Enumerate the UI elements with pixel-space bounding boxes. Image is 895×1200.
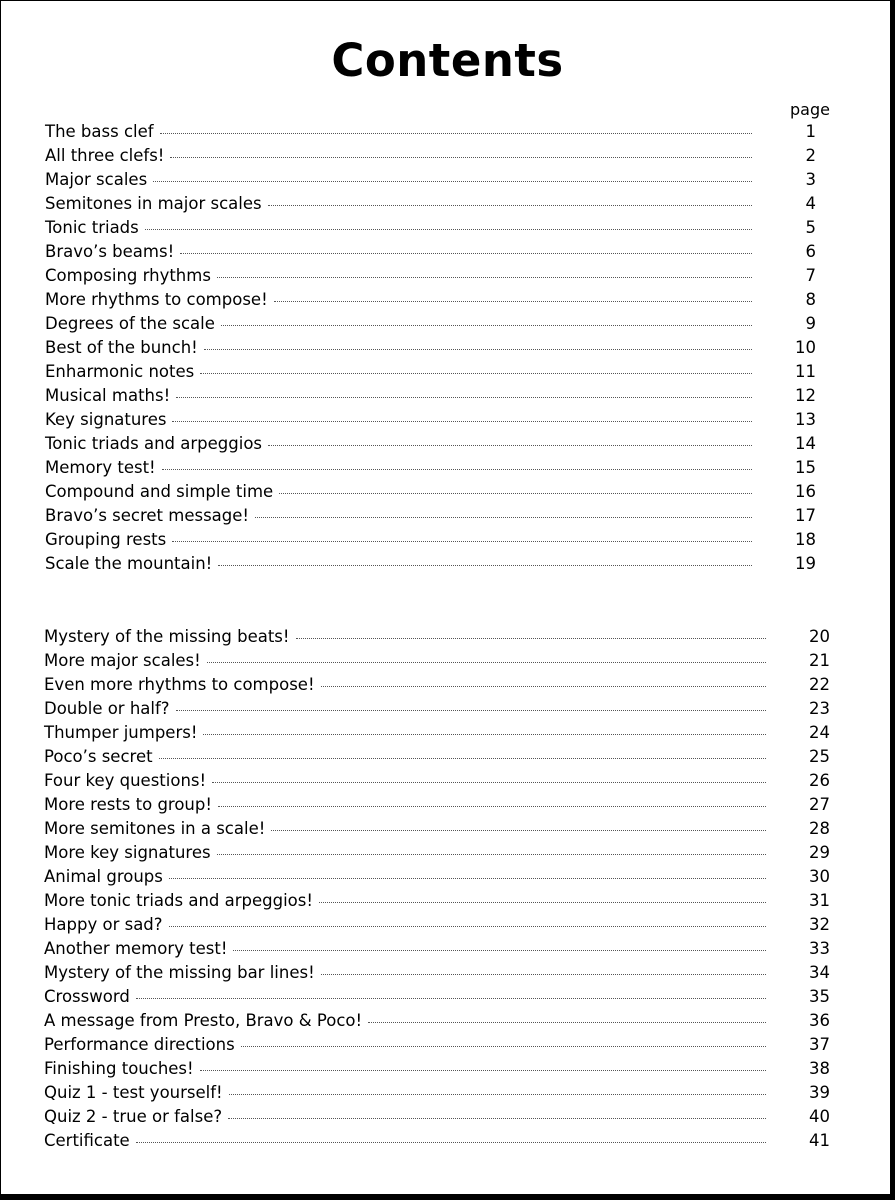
toc-entry xyxy=(45,242,816,266)
toc-entry-title: Mystery of the missing bar lines! xyxy=(44,963,315,982)
toc-entry xyxy=(44,771,830,795)
toc-entry-page: 35 xyxy=(809,987,830,1006)
dot-leader xyxy=(207,662,766,663)
dot-leader xyxy=(136,998,766,999)
toc-entry xyxy=(45,314,816,338)
toc-entry-title: Musical maths! xyxy=(45,386,171,405)
toc-entry xyxy=(45,122,816,146)
toc-entry-title: Quiz 1 - test yourself! xyxy=(44,1083,223,1102)
dot-leader xyxy=(176,710,766,711)
toc-entry xyxy=(44,1059,830,1083)
toc-entry-title: Double or half? xyxy=(44,699,170,718)
dot-leader xyxy=(319,902,766,903)
toc-entry-page: 28 xyxy=(809,819,830,838)
dot-leader xyxy=(279,493,752,494)
toc-entry xyxy=(44,963,830,987)
dot-leader xyxy=(180,253,752,254)
toc-entry-page: 14 xyxy=(795,434,816,453)
toc-entry-page: 38 xyxy=(809,1059,830,1078)
toc-entry-title: Animal groups xyxy=(44,867,163,886)
toc-entry-title: Scale the mountain! xyxy=(45,554,213,573)
dot-leader xyxy=(162,469,752,470)
toc-entry-page: 6 xyxy=(805,242,816,261)
toc-entry-title: More semitones in a scale! xyxy=(44,819,266,838)
dot-leader xyxy=(200,1070,766,1071)
dot-leader xyxy=(170,157,752,158)
dot-leader xyxy=(217,277,752,278)
dot-leader xyxy=(321,686,766,687)
dot-leader xyxy=(218,565,752,566)
toc-entry-title: Four key questions! xyxy=(44,771,207,790)
toc-entry-title: Key signatures xyxy=(45,410,167,429)
toc-entry-page: 18 xyxy=(795,530,816,549)
dot-leader xyxy=(204,349,752,350)
toc-entry-title: Composing rhythms xyxy=(45,266,211,285)
toc-entry-page: 25 xyxy=(809,747,830,766)
dot-leader xyxy=(368,1022,766,1023)
toc-entry-page: 37 xyxy=(809,1035,830,1054)
toc-entry xyxy=(45,146,816,170)
toc-entry xyxy=(45,266,816,290)
toc-entry-title: Compound and simple time xyxy=(45,482,274,501)
dot-leader xyxy=(321,974,766,975)
toc-entry-title: Degrees of the scale xyxy=(45,314,215,333)
dot-leader xyxy=(172,541,752,542)
toc-entry-title: Quiz 2 - true or false? xyxy=(44,1107,223,1126)
dot-leader xyxy=(229,1094,766,1095)
toc-entry-page: 23 xyxy=(809,699,830,718)
dot-leader xyxy=(217,854,766,855)
toc-entry xyxy=(45,434,816,458)
toc-entry-page: 17 xyxy=(795,506,816,525)
toc-entry-title: Certificate xyxy=(44,1131,130,1150)
toc-entry xyxy=(44,939,830,963)
toc-entry xyxy=(45,170,816,194)
toc-entry-page: 7 xyxy=(805,266,816,285)
toc-entry-title: Enharmonic notes xyxy=(45,362,195,381)
toc-entry-title: More tonic triads and arpeggios! xyxy=(44,891,313,910)
toc-entry xyxy=(44,1107,830,1131)
dot-leader xyxy=(221,325,752,326)
toc-entry xyxy=(44,1083,830,1107)
toc-entry-page: 24 xyxy=(809,723,830,742)
toc-entry-page: 31 xyxy=(809,891,830,910)
toc-entry-title: Bravo’s secret message! xyxy=(45,506,250,525)
toc-entry-page: 34 xyxy=(809,963,830,982)
dot-leader xyxy=(136,1142,766,1143)
toc-entry-page: 32 xyxy=(809,915,830,934)
dot-leader xyxy=(203,734,766,735)
dot-leader xyxy=(241,1046,766,1047)
toc-entry-title: More major scales! xyxy=(44,651,201,670)
toc-entry-page: 11 xyxy=(795,362,816,381)
toc-entry-page: 20 xyxy=(809,627,830,646)
toc-entry-page: 4 xyxy=(805,194,816,213)
toc-entry xyxy=(44,651,830,675)
toc-entry-page: 29 xyxy=(809,843,830,862)
toc-entry-title: Mystery of the missing beats! xyxy=(44,627,290,646)
toc-entry-title: A message from Presto, Bravo & Poco! xyxy=(44,1011,363,1030)
dot-leader xyxy=(271,830,766,831)
toc-entry-title: Even more rhythms to compose! xyxy=(44,675,315,694)
toc-entry xyxy=(45,482,816,506)
toc-entry xyxy=(44,699,830,723)
toc-entry xyxy=(45,458,816,482)
dot-leader xyxy=(296,638,766,639)
toc-entry-title: Performance directions xyxy=(44,1035,235,1054)
toc-entry xyxy=(44,987,830,1011)
toc-entry-page: 22 xyxy=(809,675,830,694)
page-column-header: page xyxy=(790,100,830,119)
toc-entry-page: 16 xyxy=(795,482,816,501)
toc-entry xyxy=(44,723,830,747)
toc-entry xyxy=(45,218,816,242)
toc-entry-page: 40 xyxy=(809,1107,830,1126)
toc-entry-page: 1 xyxy=(805,122,816,141)
toc-entry xyxy=(44,1011,830,1035)
toc-entry xyxy=(45,410,816,434)
toc-entry-title: More rhythms to compose! xyxy=(45,290,268,309)
toc-entry-page: 10 xyxy=(795,338,816,357)
toc-entry-title: Happy or sad? xyxy=(44,915,163,934)
dot-leader xyxy=(169,878,766,879)
dot-leader xyxy=(274,301,752,302)
toc-entry-title: More key signatures xyxy=(44,843,211,862)
toc-entry xyxy=(44,915,830,939)
toc-entry-title: Finishing touches! xyxy=(44,1059,194,1078)
toc-entry xyxy=(45,362,816,386)
toc-entry-page: 36 xyxy=(809,1011,830,1030)
toc-entry-page: 9 xyxy=(805,314,816,333)
toc-entry-title: Bravo’s beams! xyxy=(45,242,175,261)
toc-entry-page: 41 xyxy=(809,1131,830,1150)
toc-entry-page: 15 xyxy=(795,458,816,477)
toc-entry-page: 26 xyxy=(809,771,830,790)
toc-entry-page: 21 xyxy=(809,651,830,670)
toc-entry xyxy=(44,627,830,651)
toc-entry-page: 2 xyxy=(805,146,816,165)
toc-entry-title: Semitones in major scales xyxy=(45,194,262,213)
toc-entry xyxy=(44,843,830,867)
dot-leader xyxy=(255,517,752,518)
toc-entry xyxy=(45,194,816,218)
toc-entry-title: Major scales xyxy=(45,170,148,189)
dot-leader xyxy=(176,397,752,398)
dot-leader xyxy=(145,229,752,230)
dot-leader xyxy=(172,421,752,422)
toc-entry-page: 13 xyxy=(795,410,816,429)
toc-entry-title: Tonic triads xyxy=(45,218,139,237)
toc-entry-title: Grouping rests xyxy=(45,530,167,549)
toc-entry-page: 33 xyxy=(809,939,830,958)
toc-entry-page: 3 xyxy=(805,170,816,189)
toc-entry-title: Thumper jumpers! xyxy=(44,723,198,742)
toc-entry-page: 27 xyxy=(809,795,830,814)
toc-entry xyxy=(44,795,830,819)
toc-entry-title: Crossword xyxy=(44,987,130,1006)
toc-entry-page: 5 xyxy=(805,218,816,237)
dot-leader xyxy=(153,181,752,182)
toc-entry xyxy=(45,290,816,314)
toc-entry-page: 39 xyxy=(809,1083,830,1102)
toc-entry-title: The bass clef xyxy=(45,122,154,141)
toc-entry xyxy=(45,386,816,410)
dot-leader xyxy=(218,806,766,807)
toc-entry xyxy=(44,675,830,699)
toc-entry xyxy=(44,1035,830,1059)
toc-entry-title: Memory test! xyxy=(45,458,156,477)
toc-entry xyxy=(44,1131,830,1155)
toc-entry-page: 8 xyxy=(805,290,816,309)
toc-entry xyxy=(44,819,830,843)
toc-entry-page: 12 xyxy=(795,386,816,405)
toc-entry xyxy=(45,530,816,554)
dot-leader xyxy=(159,758,766,759)
toc-entry xyxy=(44,747,830,771)
dot-leader xyxy=(268,205,752,206)
dot-leader xyxy=(200,373,752,374)
toc-entry-page: 19 xyxy=(795,554,816,573)
dot-leader xyxy=(268,445,752,446)
dot-leader xyxy=(160,133,752,134)
dot-leader xyxy=(233,950,766,951)
dot-leader xyxy=(169,926,766,927)
toc-entry-title: All three clefs! xyxy=(45,146,165,165)
toc-entry-page: 30 xyxy=(809,867,830,886)
toc-entry xyxy=(44,867,830,891)
dot-leader xyxy=(212,782,766,783)
toc-entry-title: More rests to group! xyxy=(44,795,212,814)
toc-entry-title: Poco’s secret xyxy=(44,747,153,766)
toc-entry-title: Tonic triads and arpeggios xyxy=(45,434,263,453)
toc-entry-title: Best of the bunch! xyxy=(45,338,198,357)
page-title: Contents xyxy=(331,34,564,87)
toc-entry xyxy=(45,506,816,530)
toc-entry-title: Another memory test! xyxy=(44,939,228,958)
toc-entry xyxy=(44,891,830,915)
toc-entry xyxy=(45,338,816,362)
dot-leader xyxy=(228,1118,766,1119)
toc-entry xyxy=(45,554,816,578)
